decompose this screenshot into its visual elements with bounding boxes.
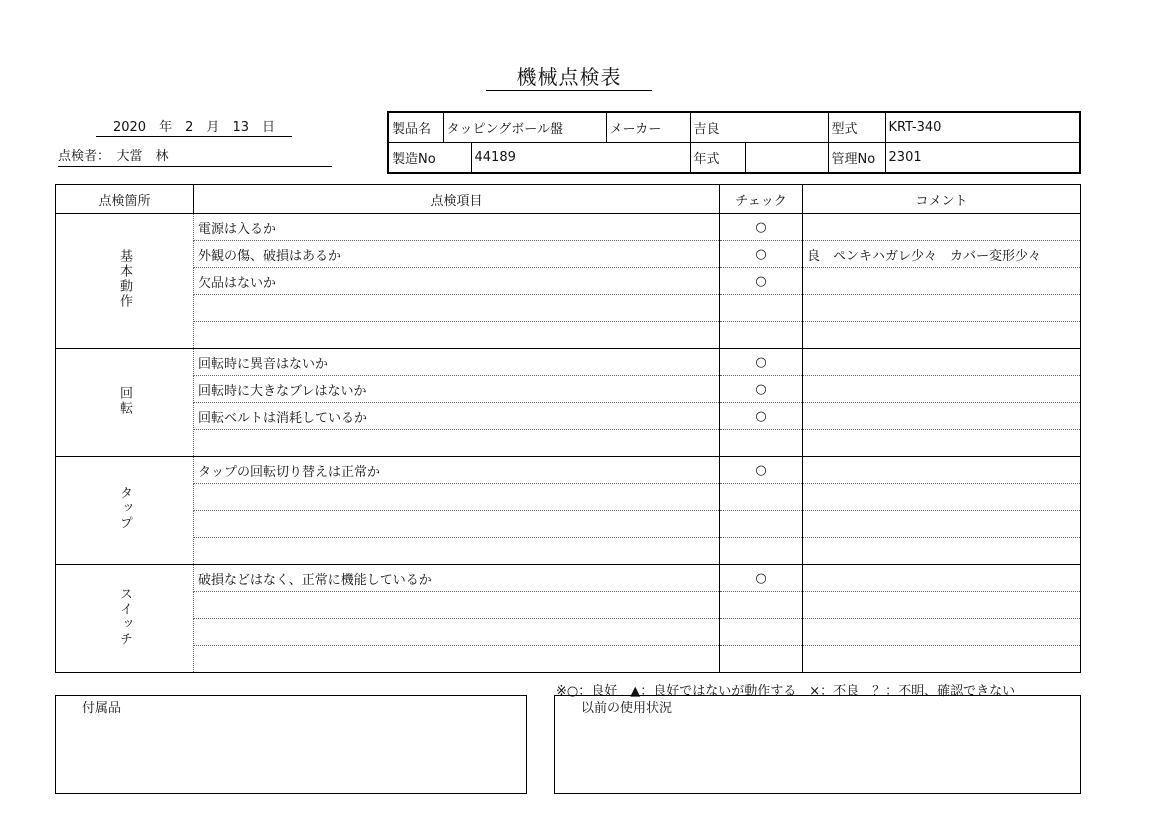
header-comment: コメント — [803, 185, 1081, 214]
comment-cell[interactable] — [803, 403, 1081, 430]
header-item: 点検項目 — [194, 185, 720, 214]
machine-info-table — [387, 111, 1081, 174]
check-cell[interactable]: ○ — [720, 349, 803, 376]
item-cell[interactable]: 破損などはなく、正常に機能しているか — [194, 565, 720, 592]
inspection-date — [96, 120, 292, 137]
section-name: 回転 — [117, 385, 132, 416]
check-cell[interactable]: ○ — [720, 376, 803, 403]
accessories-label: 付属品 — [82, 701, 122, 716]
check-cell[interactable] — [720, 592, 803, 619]
table-row — [56, 484, 1081, 511]
check-cell[interactable] — [720, 511, 803, 538]
serial-value[interactable]: 44189 — [471, 143, 690, 174]
table-row — [56, 619, 1081, 646]
table-row — [56, 349, 1081, 376]
previous-usage-box[interactable] — [554, 695, 1081, 794]
check-cell[interactable]: ○ — [720, 565, 803, 592]
check-cell[interactable] — [720, 322, 803, 349]
comment-cell[interactable] — [803, 457, 1081, 484]
previous-usage-label: 以前の使用状況 — [581, 701, 673, 716]
check-cell[interactable] — [720, 646, 803, 673]
table-row — [56, 268, 1081, 295]
section-name: スイッチ — [117, 586, 132, 647]
accessories-box[interactable] — [55, 695, 527, 794]
comment-cell[interactable] — [803, 511, 1081, 538]
model-value[interactable]: KRT-340 — [885, 112, 1080, 143]
item-cell[interactable]: 回転時に異音はないか — [194, 349, 720, 376]
table-row — [56, 214, 1081, 241]
inspector-line — [58, 148, 332, 167]
item-cell[interactable]: 欠品はないか — [194, 268, 720, 295]
serial-label: 製造No — [388, 143, 471, 174]
date-month: 2 — [185, 120, 194, 135]
check-legend: ※○：良好 ▲：良好ではないが動作する ×：不良 ？：不明、確認できない — [556, 684, 1016, 699]
comment-cell[interactable] — [803, 646, 1081, 673]
year-value[interactable] — [745, 143, 828, 174]
item-cell[interactable] — [194, 295, 720, 322]
item-cell[interactable] — [194, 511, 720, 538]
check-cell[interactable]: ○ — [720, 457, 803, 484]
comment-cell[interactable] — [803, 592, 1081, 619]
item-cell[interactable]: 外観の傷、破損はあるか — [194, 241, 720, 268]
table-row — [56, 376, 1081, 403]
date-month-unit: 月 — [206, 120, 220, 135]
page-title: 機械点検表 — [486, 64, 652, 91]
inspector-label: 点検者： — [58, 149, 104, 164]
table-row — [56, 565, 1081, 592]
comment-cell[interactable] — [803, 538, 1081, 565]
item-cell[interactable]: 電源は入るか — [194, 214, 720, 241]
check-cell[interactable] — [720, 619, 803, 646]
item-cell[interactable]: タップの回転切り替えは正常か — [194, 457, 720, 484]
model-label: 型式 — [828, 112, 885, 143]
table-row — [56, 511, 1081, 538]
check-cell[interactable]: ○ — [720, 403, 803, 430]
section-cell — [56, 349, 194, 457]
maker-value[interactable]: 吉良 — [690, 112, 828, 143]
comment-cell[interactable] — [803, 430, 1081, 457]
comment-cell[interactable] — [803, 376, 1081, 403]
section-name: 基本動作 — [117, 249, 132, 309]
comment-cell[interactable] — [803, 268, 1081, 295]
comment-cell[interactable] — [803, 484, 1081, 511]
header-check: チェック — [720, 185, 803, 214]
item-cell[interactable]: 回転ベルトは消耗しているか — [194, 403, 720, 430]
comment-cell[interactable] — [803, 295, 1081, 322]
check-cell[interactable] — [720, 538, 803, 565]
item-cell[interactable]: 回転時に大きなブレはないか — [194, 376, 720, 403]
product-label: 製品名 — [388, 112, 443, 143]
comment-cell[interactable] — [803, 214, 1081, 241]
table-row — [56, 592, 1081, 619]
comment-cell[interactable]: 良 ペンキハガレ少々 カバー変形少々 — [803, 241, 1081, 268]
maker-label: メーカー — [606, 112, 690, 143]
table-row — [56, 295, 1081, 322]
item-cell[interactable] — [194, 646, 720, 673]
control-label: 管理No — [828, 143, 885, 174]
control-value[interactable]: 2301 — [885, 143, 1080, 174]
table-row — [56, 403, 1081, 430]
check-cell[interactable]: ○ — [720, 214, 803, 241]
section-name: タップ — [117, 486, 132, 531]
comment-cell[interactable] — [803, 565, 1081, 592]
item-cell[interactable] — [194, 592, 720, 619]
item-cell[interactable] — [194, 484, 720, 511]
item-cell[interactable] — [194, 538, 720, 565]
table-row — [56, 646, 1081, 673]
section-cell — [56, 214, 194, 349]
date-year-unit: 年 — [159, 120, 173, 135]
table-row — [56, 322, 1081, 349]
section-cell — [56, 457, 194, 565]
table-row — [56, 430, 1081, 457]
inspector-name: 大當 林 — [116, 149, 169, 164]
comment-cell[interactable] — [803, 349, 1081, 376]
item-cell[interactable] — [194, 322, 720, 349]
date-year: 2020 — [112, 120, 147, 135]
check-cell[interactable] — [720, 295, 803, 322]
check-cell[interactable]: ○ — [720, 268, 803, 295]
section-cell — [56, 565, 194, 673]
year-label: 年式 — [690, 143, 745, 174]
table-row — [56, 538, 1081, 565]
date-day-unit: 日 — [262, 120, 276, 135]
comment-cell[interactable] — [803, 619, 1081, 646]
check-cell[interactable]: ○ — [720, 241, 803, 268]
date-day: 13 — [232, 120, 249, 135]
product-value[interactable]: タッピングボール盤 — [443, 112, 606, 143]
header-section: 点検箇所 — [56, 185, 194, 214]
check-cell[interactable] — [720, 484, 803, 511]
comment-cell[interactable] — [803, 322, 1081, 349]
item-cell[interactable] — [194, 619, 720, 646]
check-cell[interactable] — [720, 430, 803, 457]
table-row — [56, 241, 1081, 268]
inspection-table — [55, 184, 1081, 673]
table-row — [56, 457, 1081, 484]
item-cell[interactable] — [194, 430, 720, 457]
